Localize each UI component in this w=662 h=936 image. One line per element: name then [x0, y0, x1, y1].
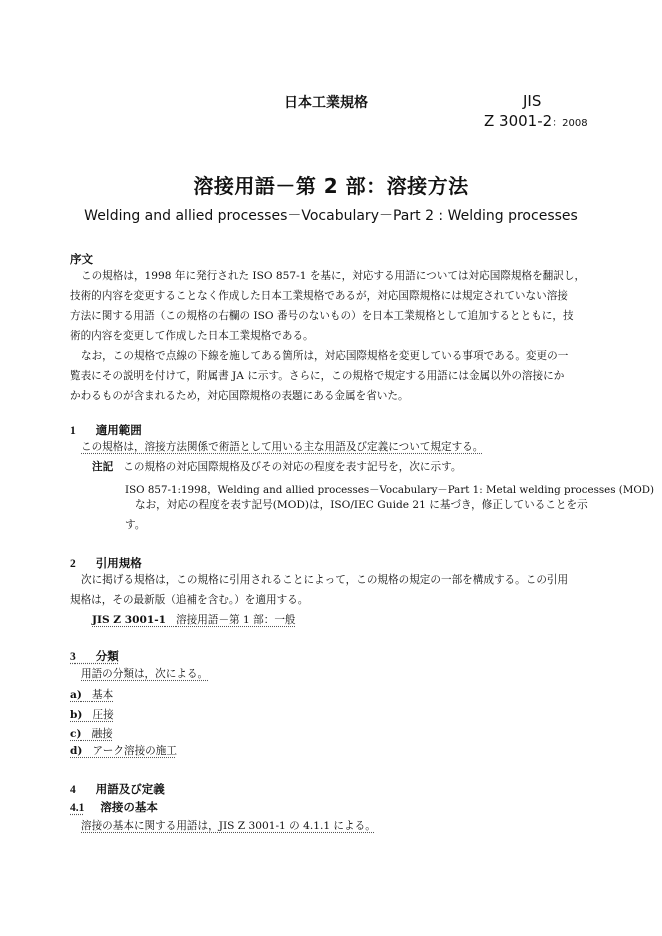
section-3-heading	[70, 648, 119, 664]
list-label: a)	[70, 689, 82, 701]
section-2-line-1: 次に掲げる規格は，この規格に引用されることによって，この規格の規定の一部を構成する。この引用	[81, 574, 569, 586]
iso-reference: ISO 857-1:1998，Welding and allied processes－Vocabulary－Part 1: Metal welding processes (MOD)	[125, 484, 655, 496]
section-3-intro: 用語の分類は，次による。	[81, 668, 209, 680]
subsection-4-1-heading	[70, 799, 158, 815]
list-item	[70, 741, 177, 761]
standard-year: ：2008	[552, 118, 588, 129]
standard-number	[484, 112, 588, 130]
mod-line-1: なお，対応の程度を表す記号(MOD)は，ISO/IEC Guide 21 に基づき，修正していることを示	[135, 499, 588, 511]
preface-line-7: かわるものが含まれるため，対応国際規格の表題にある金属を省いた。	[70, 390, 409, 402]
list-text: アーク溶接の施工	[92, 745, 177, 757]
section-2-heading	[70, 555, 142, 571]
section-2-line-2: 規格は，その最新版（追補を含む。）を適用する。	[70, 594, 309, 606]
note-text: この規格の対応国際規格及びその対応の程度を表す記号を，次に示す。	[123, 461, 462, 473]
section-1-note	[92, 457, 461, 477]
section-4-number: 4	[70, 784, 76, 796]
subsection-title: 溶接の基本	[100, 800, 158, 814]
list-text: 融接	[91, 728, 113, 740]
subsection-number: 4.1	[70, 802, 85, 814]
preface-line-2: 技術的内容を変更することなく作成した日本工業規格であるが，対応国際規格には規定されていない溶接	[70, 290, 568, 302]
note-label: 注記	[92, 461, 114, 473]
preface-line-1: この規格は，1998 年に発行された ISO 857-1 を基に，対応する用語については対応国際規格を翻訳し，	[81, 270, 586, 282]
reference-code: JIS Z 3001-1	[92, 614, 166, 626]
doc-type: 日本工業規格	[284, 95, 368, 111]
section-4-title: 用語及び定義	[95, 782, 165, 796]
section-1-title: 適用範囲	[95, 423, 142, 437]
list-text: 基本	[92, 689, 114, 701]
standard-code: Z 3001-2	[484, 112, 553, 130]
subsection-4-1-text: 溶接の基本に関する用語は，JIS Z 3001-1 の 4.1.1 による。	[81, 820, 376, 832]
section-1-scope: この規格は，溶接方法関係で術語として用いる主な用語及び定義について規定する。	[81, 441, 484, 453]
preface-line-5: なお，この規格で点線の下線を施してある箇所は，対応国際規格を変更している事項である。変更の一	[81, 350, 569, 362]
list-item	[70, 705, 114, 725]
section-4-heading	[70, 781, 165, 797]
preface-line-4: 術的内容を変更して作成した日本工業規格である。	[70, 330, 314, 342]
section-1-heading	[70, 422, 142, 438]
preface-line-6: 覧表にその説明を付けて，附属書 JA に示す。さらに，この規格で規定する用語には金属以外の溶接にか	[70, 370, 565, 382]
normative-reference	[92, 610, 296, 630]
preface-line-3: 方法に関する用語（この規格の右欄の ISO 番号のないもの）を日本工業規格として追加するとともに，技	[70, 310, 574, 322]
title-english: Welding and allied processes－Vocabulary－Part 2 : Welding processes	[84, 208, 578, 224]
preface-heading: 序文	[70, 252, 93, 266]
jis-label: JIS	[523, 92, 542, 110]
reference-title: 溶接用語－第 1 部：一般	[176, 614, 296, 626]
section-3-number: 3	[70, 651, 76, 663]
section-1-number: 1	[70, 425, 76, 437]
list-label: d)	[70, 745, 83, 757]
title-japanese: 溶接用語－第 2 部：溶接方法	[193, 174, 469, 198]
section-3-title: 分類	[95, 649, 119, 663]
list-text: 圧接	[92, 709, 114, 721]
list-label: c)	[70, 728, 82, 740]
mod-line-2: す。	[125, 519, 146, 531]
section-2-title: 引用規格	[95, 556, 142, 570]
section-2-number: 2	[70, 558, 76, 570]
list-label: b)	[70, 709, 83, 721]
list-item	[70, 685, 113, 705]
